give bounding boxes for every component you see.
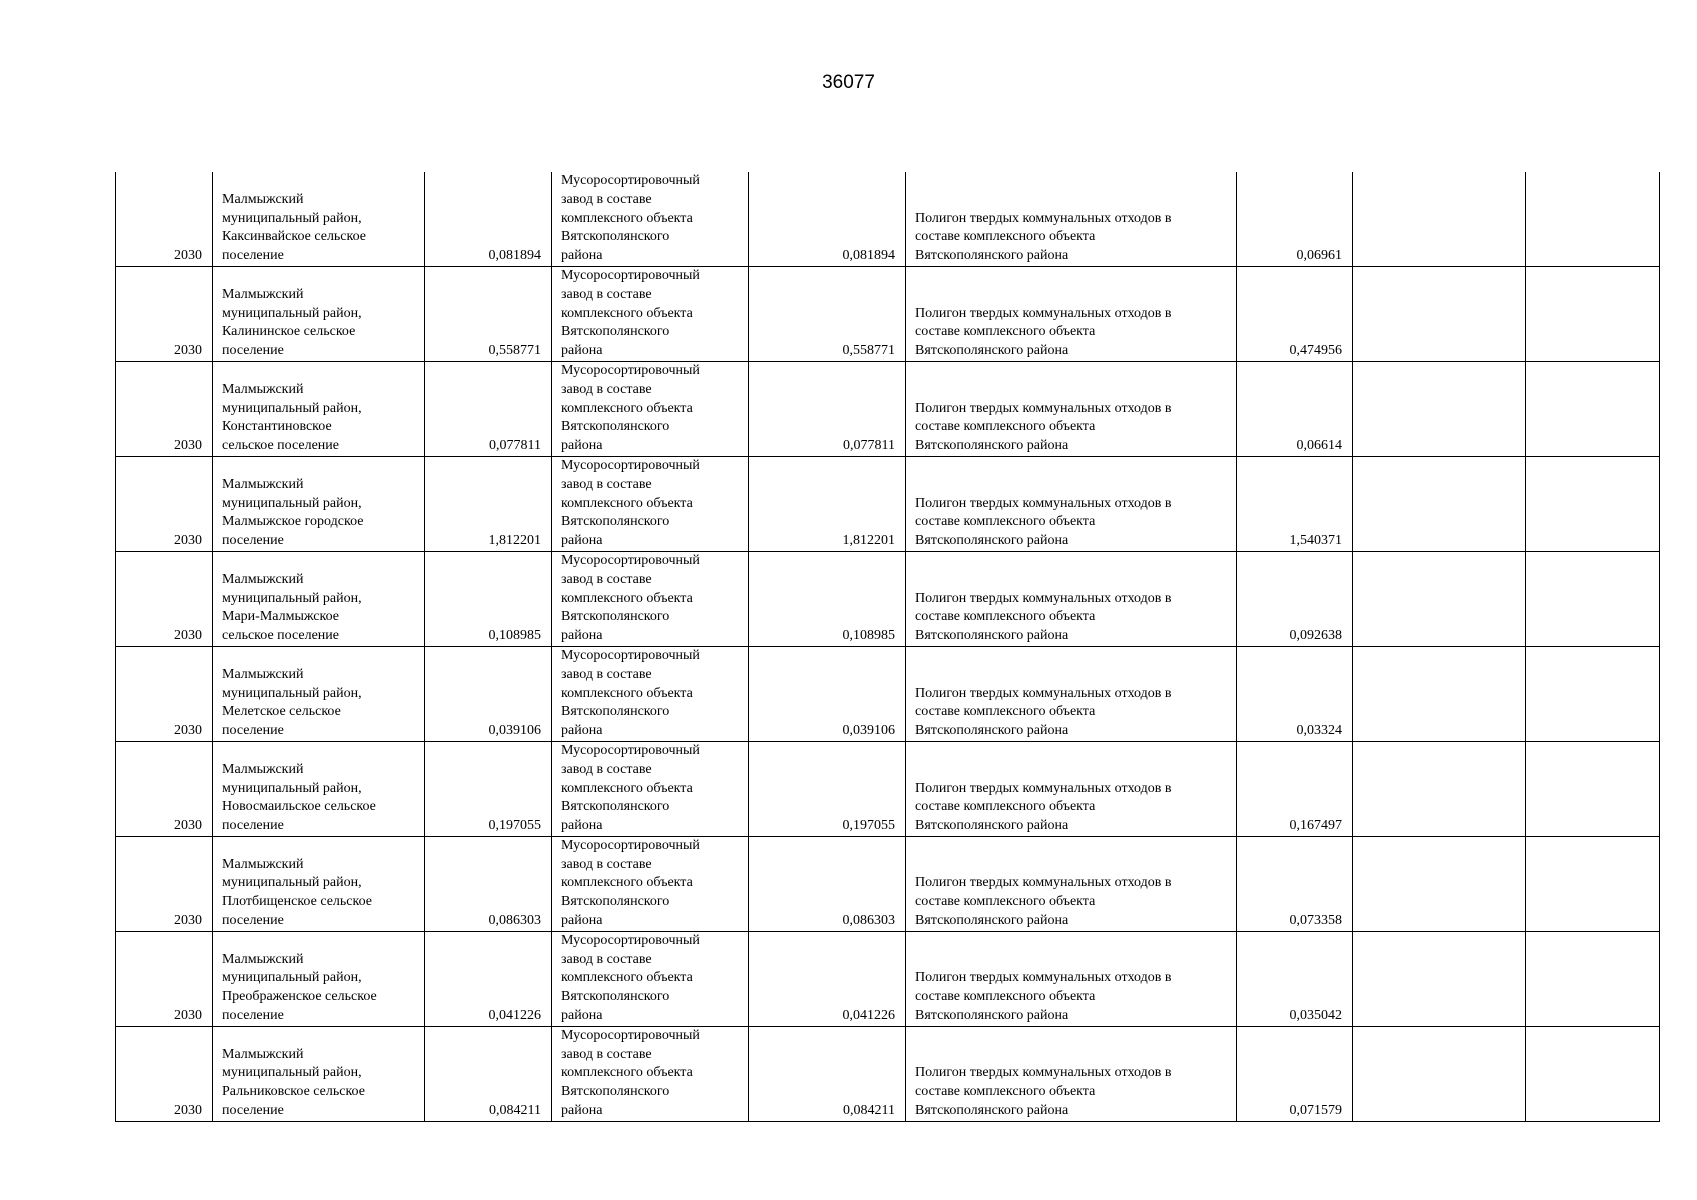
empty-cell: [1526, 646, 1660, 741]
sorting-plant-cell: Мусоросортировочный завод в составе комплексного объекта Вятскополянского района: [552, 741, 749, 836]
empty-cell: [1353, 266, 1526, 361]
landfill-cell: Полигон твердых коммунальных отходов в составе комплексного объекта Вятскополянского района: [906, 1026, 1237, 1121]
landfill-cell: Полигон твердых коммунальных отходов в составе комплексного объекта Вятскополянского района: [906, 456, 1237, 551]
year-cell: 2030: [116, 361, 213, 456]
landfill-mass-cell: 0,167497: [1237, 741, 1353, 836]
table-row: [116, 931, 1660, 1026]
waste-mass-cell: 0,108985: [425, 551, 552, 646]
waste-mass-cell: 0,084211: [425, 1026, 552, 1121]
landfill-cell: Полигон твердых коммунальных отходов в составе комплексного объекта Вятскополянского района: [906, 741, 1237, 836]
landfill-cell: Полигон твердых коммунальных отходов в составе комплексного объекта Вятскополянского района: [906, 646, 1237, 741]
empty-cell: [1526, 931, 1660, 1026]
year-cell: 2030: [116, 836, 213, 931]
table-row: [116, 1026, 1660, 1121]
sorting-plant-cell: Мусоросортировочный завод в составе комплексного объекта Вятскополянского района: [552, 1026, 749, 1121]
sorting-plant-cell: Мусоросортировочный завод в составе комплексного объекта Вятскополянского района: [552, 836, 749, 931]
sorted-mass-cell: 0,086303: [749, 836, 906, 931]
empty-cell: [1353, 172, 1526, 266]
table-row: [116, 741, 1660, 836]
sorted-mass-cell: 1,812201: [749, 456, 906, 551]
table-row: [116, 456, 1660, 551]
sorted-mass-cell: 0,081894: [749, 172, 906, 266]
landfill-cell: Полигон твердых коммунальных отходов в составе комплексного объекта Вятскополянского района: [906, 836, 1237, 931]
page-number: 36077: [822, 72, 875, 93]
source-settlement-cell: Малмыжский муниципальный район, Мелетское сельское поселение: [213, 646, 425, 741]
sorted-mass-cell: 0,077811: [749, 361, 906, 456]
empty-cell: [1353, 646, 1526, 741]
source-settlement-cell: Малмыжский муниципальный район, Новосмаильское сельское поселение: [213, 741, 425, 836]
year-cell: 2030: [116, 172, 213, 266]
table-body: [116, 172, 1660, 1121]
sorted-mass-cell: 0,084211: [749, 1026, 906, 1121]
empty-cell: [1526, 456, 1660, 551]
landfill-mass-cell: 0,035042: [1237, 931, 1353, 1026]
source-settlement-cell: Малмыжский муниципальный район, Ральниковское сельское поселение: [213, 1026, 425, 1121]
empty-cell: [1526, 741, 1660, 836]
sorted-mass-cell: 0,558771: [749, 266, 906, 361]
empty-cell: [1526, 551, 1660, 646]
waste-mass-cell: 0,081894: [425, 172, 552, 266]
empty-cell: [1353, 931, 1526, 1026]
landfill-cell: Полигон твердых коммунальных отходов в составе комплексного объекта Вятскополянского района: [906, 172, 1237, 266]
landfill-mass-cell: 0,092638: [1237, 551, 1353, 646]
landfill-mass-cell: 0,071579: [1237, 1026, 1353, 1121]
source-settlement-cell: Малмыжский муниципальный район, Преображенское сельское поселение: [213, 931, 425, 1026]
empty-cell: [1353, 836, 1526, 931]
landfill-mass-cell: 0,06961: [1237, 172, 1353, 266]
landfill-mass-cell: 0,474956: [1237, 266, 1353, 361]
sorting-plant-cell: Мусоросортировочный завод в составе комплексного объекта Вятскополянского района: [552, 931, 749, 1026]
landfill-mass-cell: 0,073358: [1237, 836, 1353, 931]
sorting-plant-cell: Мусоросортировочный завод в составе комплексного объекта Вятскополянского района: [552, 172, 749, 266]
waste-mass-cell: 0,086303: [425, 836, 552, 931]
table-row: [116, 361, 1660, 456]
empty-cell: [1353, 741, 1526, 836]
empty-cell: [1526, 1026, 1660, 1121]
landfill-cell: Полигон твердых коммунальных отходов в составе комплексного объекта Вятскополянского района: [906, 551, 1237, 646]
table-row: [116, 266, 1660, 361]
empty-cell: [1526, 266, 1660, 361]
sorted-mass-cell: 0,041226: [749, 931, 906, 1026]
waste-flow-table: [115, 172, 1660, 1122]
sorted-mass-cell: 0,197055: [749, 741, 906, 836]
empty-cell: [1353, 361, 1526, 456]
year-cell: 2030: [116, 931, 213, 1026]
landfill-cell: Полигон твердых коммунальных отходов в составе комплексного объекта Вятскополянского района: [906, 361, 1237, 456]
landfill-mass-cell: 0,03324: [1237, 646, 1353, 741]
landfill-cell: Полигон твердых коммунальных отходов в составе комплексного объекта Вятскополянского района: [906, 266, 1237, 361]
landfill-mass-cell: 0,06614: [1237, 361, 1353, 456]
source-settlement-cell: Малмыжский муниципальный район, Малмыжское городское поселение: [213, 456, 425, 551]
year-cell: 2030: [116, 551, 213, 646]
sorting-plant-cell: Мусоросортировочный завод в составе комплексного объекта Вятскополянского района: [552, 646, 749, 741]
sorting-plant-cell: Мусоросортировочный завод в составе комплексного объекта Вятскополянского района: [552, 551, 749, 646]
waste-mass-cell: 0,041226: [425, 931, 552, 1026]
year-cell: 2030: [116, 456, 213, 551]
empty-cell: [1353, 1026, 1526, 1121]
table-row: [116, 172, 1660, 266]
sorted-mass-cell: 0,039106: [749, 646, 906, 741]
empty-cell: [1353, 456, 1526, 551]
landfill-mass-cell: 1,540371: [1237, 456, 1353, 551]
year-cell: 2030: [116, 646, 213, 741]
waste-mass-cell: 0,197055: [425, 741, 552, 836]
sorting-plant-cell: Мусоросортировочный завод в составе комплексного объекта Вятскополянского района: [552, 266, 749, 361]
source-settlement-cell: Малмыжский муниципальный район, Плотбищенское сельское поселение: [213, 836, 425, 931]
table-row: [116, 836, 1660, 931]
waste-mass-cell: 1,812201: [425, 456, 552, 551]
sorted-mass-cell: 0,108985: [749, 551, 906, 646]
waste-mass-cell: 0,558771: [425, 266, 552, 361]
sorting-plant-cell: Мусоросортировочный завод в составе комплексного объекта Вятскополянского района: [552, 456, 749, 551]
table-row: [116, 646, 1660, 741]
waste-mass-cell: 0,039106: [425, 646, 552, 741]
table-row: [116, 551, 1660, 646]
source-settlement-cell: Малмыжский муниципальный район, Калининское сельское поселение: [213, 266, 425, 361]
landfill-cell: Полигон твердых коммунальных отходов в составе комплексного объекта Вятскополянского района: [906, 931, 1237, 1026]
year-cell: 2030: [116, 1026, 213, 1121]
sorting-plant-cell: Мусоросортировочный завод в составе комплексного объекта Вятскополянского района: [552, 361, 749, 456]
source-settlement-cell: Малмыжский муниципальный район, Мари-Малмыжское сельское поселение: [213, 551, 425, 646]
empty-cell: [1353, 551, 1526, 646]
waste-mass-cell: 0,077811: [425, 361, 552, 456]
source-settlement-cell: Малмыжский муниципальный район, Каксинвайское сельское поселение: [213, 172, 425, 266]
year-cell: 2030: [116, 741, 213, 836]
empty-cell: [1526, 361, 1660, 456]
empty-cell: [1526, 836, 1660, 931]
source-settlement-cell: Малмыжский муниципальный район, Константиновское сельское поселение: [213, 361, 425, 456]
year-cell: 2030: [116, 266, 213, 361]
empty-cell: [1526, 172, 1660, 266]
